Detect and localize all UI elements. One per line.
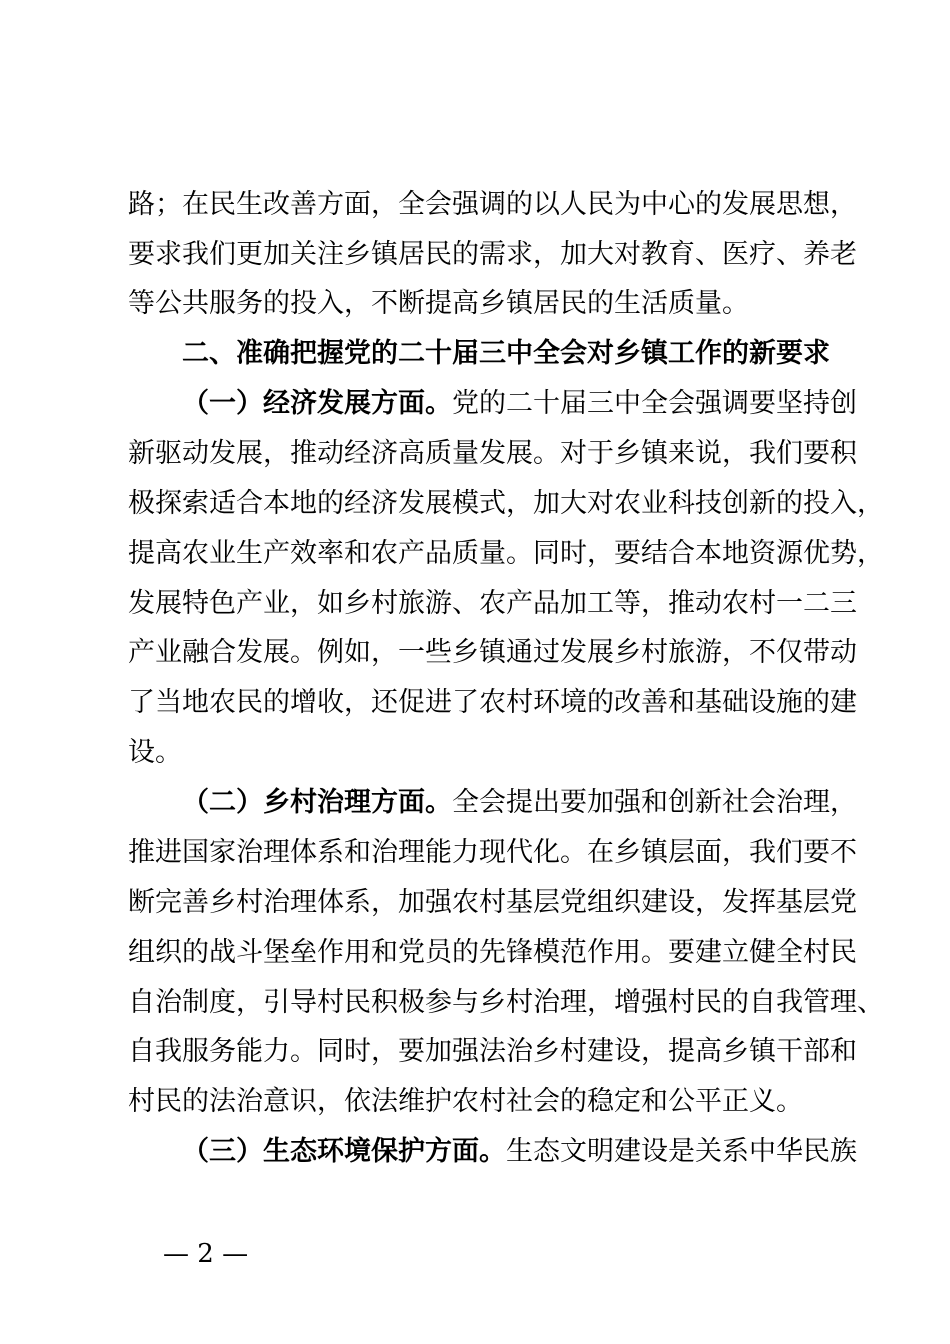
paragraph-line	[182, 1134, 857, 1170]
body-line: 新驱动发展，推动经济高质量发展。对于乡镇来说，我们要积	[128, 438, 857, 469]
body-line: 发展特色产业，如乡村旅游、农产品加工等，推动农村一二三	[128, 588, 857, 619]
page-number: — 2 —	[163, 1239, 249, 1269]
paragraph-title: （一）经济发展方面。	[182, 388, 452, 419]
body-line: 极探索适合本地的经济发展模式，加大对农业科技创新的投入，	[128, 488, 884, 519]
body-line: 推进国家治理体系和治理能力现代化。在乡镇层面，我们要不	[128, 837, 857, 868]
body-line: 了当地农民的增收，还促进了农村环境的改善和基础设施的建	[128, 687, 857, 718]
body-line: 路；在民生改善方面，全会强调的以人民为中心的发展思想，	[128, 189, 857, 220]
paragraph-line	[182, 386, 857, 422]
body-line: 组织的战斗堡垒作用和党员的先锋模范作用。要建立健全村民	[128, 937, 857, 968]
body-line: 产业融合发展。例如，一些乡镇通过发展乡村旅游，不仅带动	[128, 637, 857, 668]
paragraph-title: （二）乡村治理方面。	[182, 787, 452, 818]
body-line: 要求我们更加关注乡镇居民的需求，加大对教育、医疗、养老	[128, 239, 857, 270]
body-line: 自治制度，引导村民积极参与乡村治理，增强村民的自我管理、	[128, 987, 884, 1018]
paragraph-text: 全会提出要加强和创新社会治理，	[452, 787, 857, 818]
paragraph-text: 生态文明建设是关系中华民族	[506, 1136, 857, 1167]
body-line: 自我服务能力。同时，要加强法治乡村建设，提高乡镇干部和	[128, 1036, 857, 1067]
paragraph-title: （三）生态环境保护方面。	[182, 1136, 506, 1167]
paragraph-line	[182, 785, 857, 821]
body-line: 设。	[128, 737, 182, 768]
body-line: 断完善乡村治理体系，加强农村基层党组织建设，发挥基层党	[128, 887, 857, 918]
body-line: 等公共服务的投入，不断提高乡镇居民的生活质量。	[128, 288, 749, 319]
body-line: 村民的法治意识，依法维护农村社会的稳定和公平正义。	[128, 1086, 803, 1117]
body-line: 提高农业生产效率和农产品质量。同时，要结合本地资源优势，	[128, 538, 884, 569]
paragraph-text: 党的二十届三中全会强调要坚持创	[452, 388, 857, 419]
section-heading: 二、准确把握党的二十届三中全会对乡镇工作的新要求	[182, 338, 830, 369]
